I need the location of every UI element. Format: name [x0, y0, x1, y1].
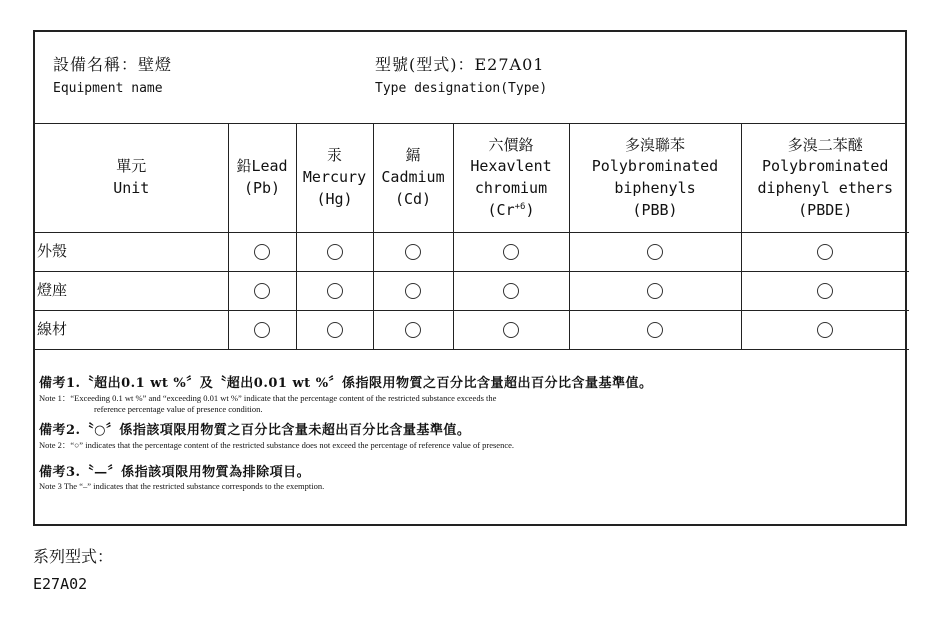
unit-zh: 單元	[116, 157, 147, 176]
type-designation-block	[375, 52, 547, 96]
mercury-symbol: (Hg)	[316, 189, 353, 208]
notes-section	[39, 372, 899, 491]
substance-cell	[296, 311, 373, 350]
circle-mark-icon	[405, 322, 421, 338]
table-row	[35, 233, 909, 272]
circle-mark-icon	[405, 283, 421, 299]
circle-mark-icon	[647, 244, 663, 260]
substance-cell	[453, 311, 569, 350]
row-unit-name: 外殼	[35, 233, 228, 272]
equipment-name-en: Equipment name	[53, 81, 163, 96]
note-1-en-cont: reference percentage value of presence condition.	[94, 404, 263, 414]
circle-mark-icon	[817, 283, 833, 299]
circle-mark-icon	[254, 322, 270, 338]
substance-cell	[373, 272, 453, 311]
substance-cell	[228, 233, 296, 272]
note-1-zh: 備考1.〝超出0.1 wt %〞及〝超出0.01 wt %〞係指限用物質之百分比含量超出百分比含量基準值。	[39, 376, 653, 391]
mercury-en: Mercury	[302, 168, 367, 187]
substance-cell	[373, 311, 453, 350]
table-row	[35, 272, 909, 311]
note-2-en: Note 2：“○” indicates that the percentage content of the restricted substance does not exceed the percentage of reference value of presence.	[39, 440, 514, 450]
equipment-name-block	[53, 52, 172, 96]
chromium-symbol: $(Cr^{+6})$	[487, 200, 535, 219]
substance-cell	[741, 311, 909, 350]
note-1-en: Note 1：“Exceeding 0.1 wt %” and “exceeding 0.01 wt %” indicate that the percentage content of the restricted substance exceeds the	[39, 393, 497, 403]
chromium-superscript: +6	[514, 201, 526, 212]
unit-en: Unit	[113, 179, 150, 197]
pbb-symbol: (PBB)	[632, 200, 678, 219]
note-2-zh: 備考2.〝○〞係指該項限用物質之百分比含量未超出百分比含量基準值。	[39, 423, 471, 438]
declaration-header	[35, 32, 905, 124]
circle-mark-icon	[647, 322, 663, 338]
header-cadmium	[373, 124, 453, 233]
rohs-declaration-frame	[33, 30, 907, 526]
circle-mark-icon	[817, 244, 833, 260]
circle-mark-icon	[327, 322, 343, 338]
chromium-en-2: chromium	[474, 179, 548, 197]
row-unit-name: 線材	[35, 311, 228, 350]
type-designation-en: Type designation(Type)	[375, 81, 548, 96]
pbb-zh: 多溴聯苯	[624, 135, 685, 154]
cadmium-en: Cadmium	[381, 168, 445, 187]
chromium-en-1: Hexavlent	[470, 157, 552, 176]
header-pbb	[569, 124, 741, 233]
note-3-en: Note 3 The “–” indicates that the restricted substance corresponds to the exemption.	[39, 481, 325, 491]
substance-cell	[453, 233, 569, 272]
substance-cell	[569, 311, 741, 350]
circle-mark-icon	[503, 244, 519, 260]
type-designation-zh: 型號(型式)：E27A01	[375, 55, 545, 74]
row-unit-name: 燈座	[35, 272, 228, 311]
circle-mark-icon	[327, 283, 343, 299]
header-unit	[35, 124, 228, 233]
substance-cell	[569, 272, 741, 311]
table-row	[35, 311, 909, 350]
header-mercury	[296, 124, 373, 233]
pbb-en-1: Polybrominated	[591, 157, 719, 176]
cadmium-zh: 鎘	[405, 146, 421, 165]
circle-mark-icon	[405, 244, 421, 260]
cadmium-symbol: (Cd)	[394, 189, 432, 208]
substance-cell	[228, 311, 296, 350]
circle-mark-icon	[327, 244, 343, 260]
header-pbde	[741, 124, 909, 233]
pbde-zh: 多溴二苯醚	[787, 135, 863, 154]
circle-mark-icon	[647, 283, 663, 299]
table-header-row	[35, 124, 909, 233]
series-model-block	[33, 544, 113, 593]
circle-mark-icon	[254, 283, 270, 299]
lead-label: 鉛Lead	[236, 157, 288, 176]
restricted-substances-table	[35, 124, 909, 350]
series-label: 系列型式：	[33, 547, 114, 566]
series-model: E27A02	[33, 575, 88, 593]
circle-mark-icon	[817, 322, 833, 338]
circle-mark-icon	[254, 244, 270, 260]
substance-cell	[373, 233, 453, 272]
note-3-zh: 備考3.〝—〞係指該項限用物質為排除項目。	[39, 465, 311, 480]
header-lead	[228, 124, 296, 233]
chromium-zh: 六價鉻	[488, 135, 534, 154]
substance-cell	[296, 272, 373, 311]
pbb-en-2: biphenyls	[614, 179, 696, 197]
substance-cell	[741, 233, 909, 272]
substance-cell	[453, 272, 569, 311]
substance-cell	[741, 272, 909, 311]
circle-mark-icon	[503, 283, 519, 299]
pbde-symbol: (PBDE)	[798, 200, 853, 219]
substance-cell	[569, 233, 741, 272]
pbde-en-2: diphenyl ethers	[757, 179, 893, 197]
substance-cell	[296, 233, 373, 272]
circle-mark-icon	[503, 322, 519, 338]
mercury-zh: 汞	[326, 146, 342, 165]
substance-cell	[228, 272, 296, 311]
equipment-name-zh: 設備名稱：壁燈	[53, 55, 173, 74]
pbde-en-1: Polybrominated	[762, 157, 889, 176]
lead-symbol: (Pb)	[243, 179, 281, 197]
header-hexavalent-chromium	[453, 124, 569, 233]
